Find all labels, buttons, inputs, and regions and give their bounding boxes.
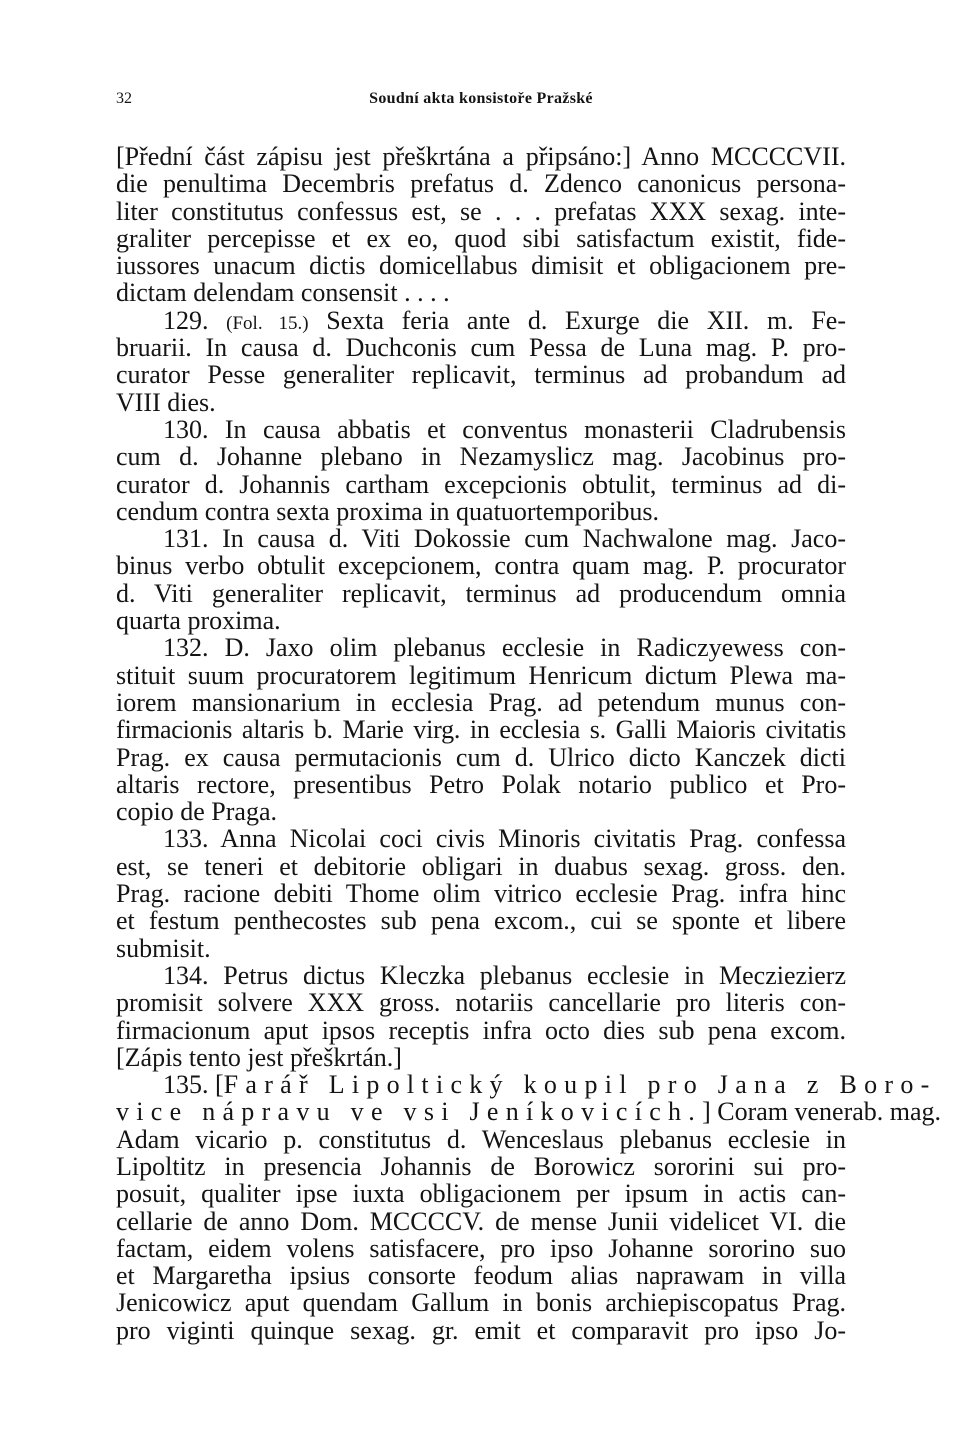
text-line: bruarii. In causa d. Duchconis cum Pessa de Luna mag. P. pro- (116, 333, 846, 363)
entry-text: Sexta feria ante d. Exurge die XII. m. Fe- (308, 305, 846, 335)
text-line: die penultima Decembris prefatus d. Zdenco canonicus persona- (116, 169, 846, 199)
text-line: stituit suum procuratorem legitimum Henricum dictum Plewa ma- (116, 660, 846, 690)
text-line: [Přední část zápisu jest přeškrtána a připsáno:] Anno MCCCCVII. (116, 142, 846, 171)
page-number: 32 (116, 90, 132, 107)
entry-131-line: 131. In causa d. Viti Dokossie cum Nachwalone mag. Jaco- (163, 524, 846, 554)
text-line: est, se teneri et debitorie obligari in duabus sexag. gross. den. (116, 851, 846, 881)
text-line: Prag. ex causa permutacionis cum d. Ulrico dicto Kanczek dicti (116, 742, 846, 772)
text-line: cellarie de anno Dom. MCCCCV. de mense Junii videlicet VI. die (116, 1206, 846, 1236)
text-line: liter constitutus confessus est, se . . . prefatas XXX sexag. inte- (116, 196, 846, 226)
text-line: pro viginti quinque sexag. gr. emit et comparavit pro ipso Jo- (116, 1315, 846, 1345)
folio-reference: (Fol. 15.) (226, 312, 309, 334)
text-line: iorem mansionarium in ecclesia Prag. ad petendum munus con- (116, 687, 846, 717)
text-line: Adam vicario p. constitutus d. Wenceslaus plebanus ecclesie in (116, 1124, 846, 1154)
text-line (116, 1097, 942, 1127)
text-line: promisit solvere XXX gross. notariis cancellarie pro literis con- (116, 988, 846, 1018)
text-line: curator d. Johannis cartham excepcionis obtulit, terminus ad di- (116, 469, 846, 499)
text-line: cendum contra sexta proxima in quatuortemporibus. (116, 496, 659, 526)
text-line: quarta proxima. (116, 606, 281, 636)
text-line: cum d. Johanne plebano in Nezamyslicz mag. Jacobinus pro- (116, 442, 846, 472)
text-line: copio de Praga. (116, 797, 278, 827)
text-line: VIII dies. (116, 387, 216, 417)
body-text (116, 142, 942, 1345)
text-line: altaris rectore, presentibus Petro Polak notario publico et Pro- (116, 769, 846, 799)
editorial-heading: Farář Lipoltický koupil pro Jana z Boro- (223, 1070, 937, 1100)
running-header (116, 90, 846, 114)
text-line: Prag. racione debiti Thome olim vitrico ecclesie Prag. infra hinc (116, 879, 846, 909)
entry-133-line: 133. Anna Nicolai coci civis Minoris civitatis Prag. confessa (163, 824, 846, 854)
entry-134-line: 134. Petrus dictus Kleczka plebanus ecclesie in Mecziezierz (163, 960, 846, 990)
entry-132-line: 132. D. Jaxo olim plebanus ecclesie in Radiczyewess con- (163, 633, 846, 663)
text-line: graliter percepisse et ex eo, quod sibi satisfactum existit, fide- (116, 223, 846, 253)
text-line: submisit. (116, 933, 211, 963)
text-line: firmacionis altaris b. Marie virg. in ecclesia s. Galli Maioris civitatis (116, 715, 846, 745)
text-line: posuit, qualiter ipse iuxta obligacionem per ipsum in actis can- (116, 1179, 846, 1209)
text-line: binus verbo obtulit excepcionem, contra quam mag. P. procurator (116, 551, 846, 581)
text-line: dictam delendam consensit . . . . (116, 278, 450, 308)
text-line: et Margaretha ipsius consorte feodum alias naprawam in villa (116, 1261, 846, 1291)
entry-129-line (116, 307, 846, 334)
editorial-heading: vice nápravu ve vsi Jeníkovicích. (116, 1097, 703, 1127)
text-line: Lipoltitz in presencia Johannis de Borowicz sororini sui pro- (116, 1151, 846, 1181)
text-line: Jenicowicz aput quendam Gallum in bonis archiepiscopatus Prag. (116, 1288, 846, 1318)
text-line: iussores unacum dictis domicellabus dimisit et obligacionem pre- (116, 251, 846, 281)
entry-number: 135. [ (163, 1070, 224, 1100)
entry-130-line: 130. In causa abbatis et conventus monasterii Cladrubensis (163, 414, 846, 444)
text-line: d. Viti generaliter replicavit, terminus ad producendum omnia (116, 578, 846, 608)
text-line: et festum penthecostes sub pena excom., cui se sponte et libere (116, 906, 846, 936)
entry-135-line (116, 1070, 937, 1100)
text-line: curator Pesse generaliter replicavit, terminus ad probandum ad (116, 360, 846, 390)
entry-number: 129. (163, 305, 227, 335)
text-line: factam, eidem volens satisfacere, pro ipso Johanne sororino suo (116, 1233, 846, 1263)
text-line: firmacionum aput ipsos receptis infra octo dies sub pena excom. (116, 1015, 846, 1045)
running-title: Soudní akta konsistoře Pražské (369, 90, 593, 107)
editorial-note: [Zápis tento jest přeškrtán.] (116, 1042, 402, 1072)
entry-text: ] Coram venerab. mag. (702, 1097, 942, 1127)
